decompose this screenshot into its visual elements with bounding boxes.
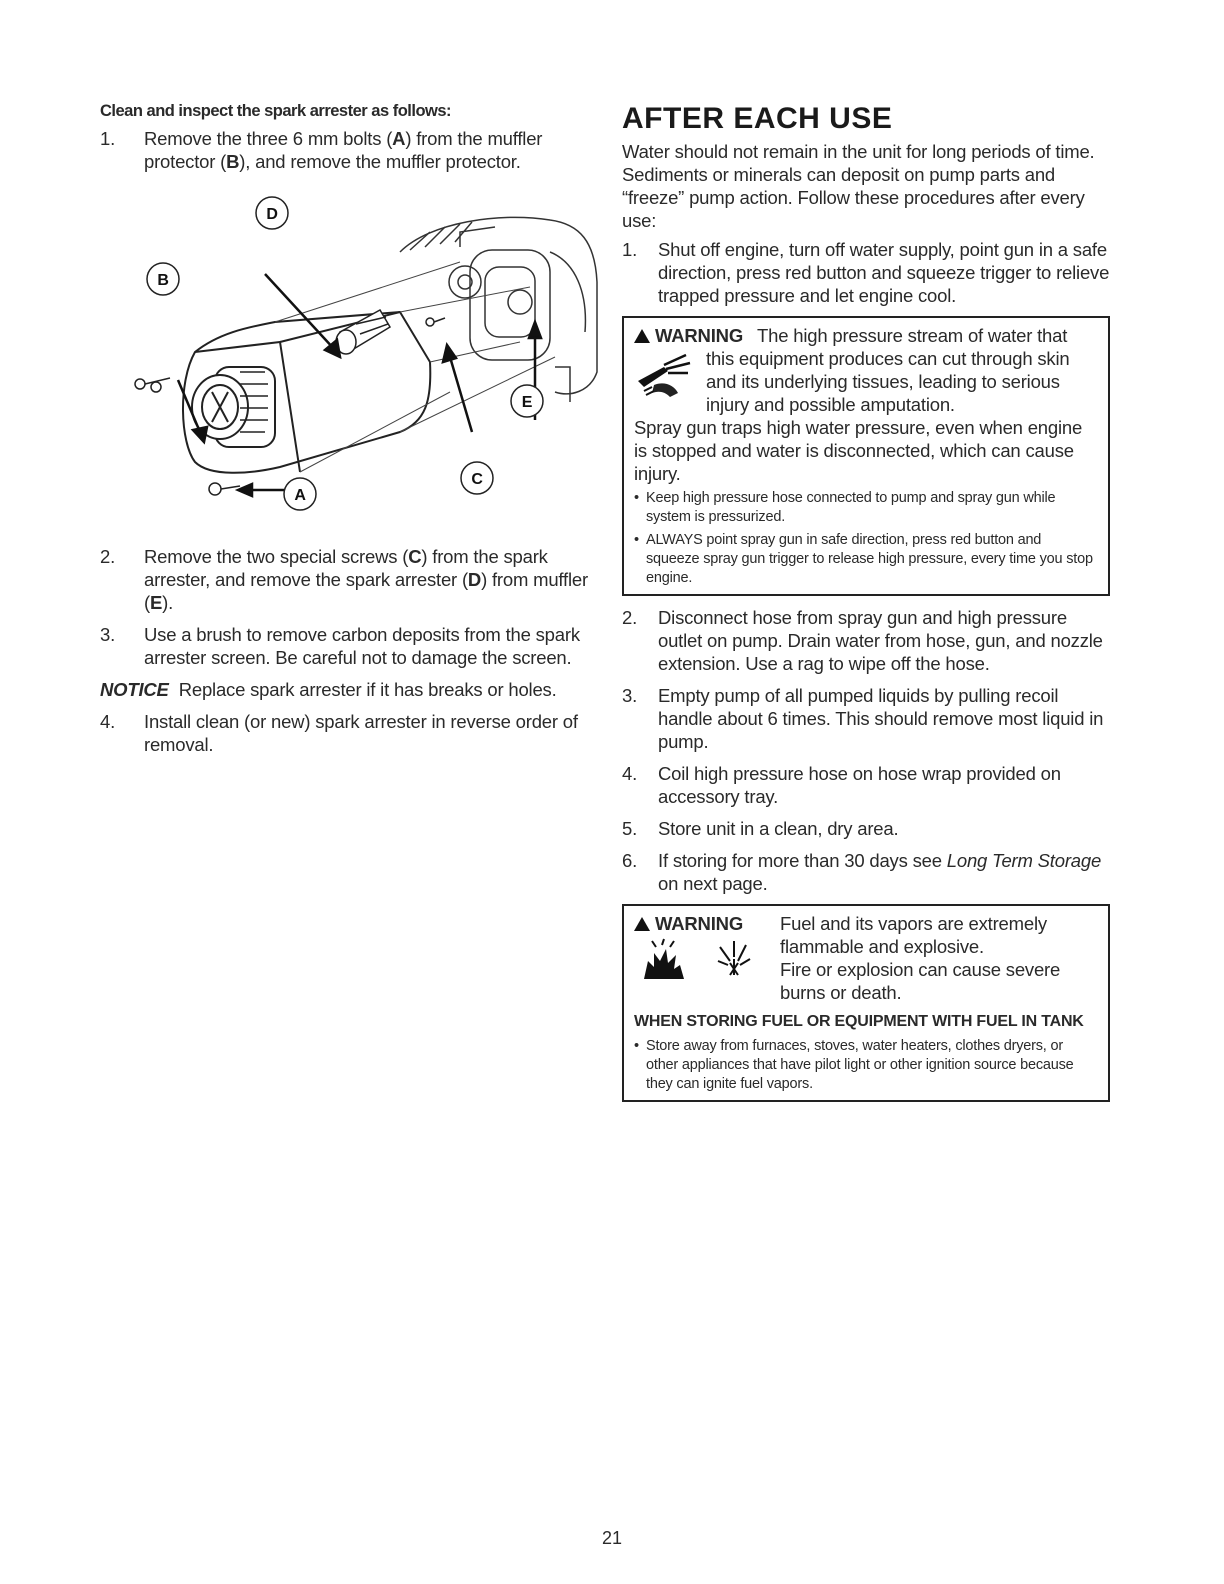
intro-paragraph: Water should not remain in the unit for long periods of time. Sediments or minerals can deposit on pump parts and “freeze” pump action. Follow these procedures after every use: (622, 141, 1095, 231)
high-pressure-injury-icon (634, 347, 696, 407)
fire-explosion-icon (634, 935, 780, 983)
fuel-warning-line2: Fire or explosion can cause severe burns or death. (780, 959, 1061, 1003)
step-text: Install clean (or new) spark arrester in reverse order of removal. (144, 711, 578, 755)
warning-triangle-icon (634, 329, 650, 343)
right-column (622, 100, 1110, 1112)
step-2-left (100, 545, 600, 614)
fuel-warning-line1: Fuel and its vapors are extremely flammable and explosive. (780, 913, 1047, 957)
step-text: Disconnect hose from spray gun and high pressure outlet on pump. Drain water from hose, gun, and nozzle extension. Use a rag to wipe off the hose. (658, 607, 1103, 674)
label-a: A (294, 487, 306, 504)
warning-body (634, 347, 1098, 416)
step-text: Coil high pressure hose on hose wrap provided on accessory tray. (658, 763, 1061, 807)
step-2-right (622, 606, 1110, 675)
section-title: AFTER EACH USE (622, 102, 893, 135)
step-6-right (622, 849, 1110, 895)
step-text: Store unit in a clean, dry area. (658, 818, 899, 839)
page-number: 21 (601, 1528, 623, 1548)
spark-arrester-subheading: Clean and inspect the spark arrester as follows: (100, 102, 452, 120)
label-d: D (266, 206, 278, 223)
step-text: Empty pump of all pumped liquids by pulling recoil handle about 6 times. This should remove most liquid in pump. (658, 685, 1104, 752)
warning-title: WARNING (634, 912, 766, 935)
step-1-left (100, 127, 600, 173)
step-number: 6. (622, 850, 638, 871)
long-term-storage-reference: Long Term Storage (946, 850, 1102, 871)
step-number: 4. (622, 763, 638, 784)
warning-title: WARNING (634, 324, 743, 347)
step-text: Shut off engine, turn off water supply, point gun in a safe direction, press red button and squeeze trigger to relieve trapped pressure and let engine cool. (658, 239, 1110, 306)
warning-box-fuel (622, 904, 1110, 1102)
step-number: 3. (100, 624, 116, 645)
step-number: 3. (622, 685, 638, 706)
step-4-left (100, 710, 600, 756)
fuel-warning-left (634, 912, 780, 1004)
warning-lead: The high pressure stream of water that (757, 325, 1068, 346)
step-text: Remove the three 6 mm bolts (A) from the muffler protector (B), and remove the muffler protector. (144, 128, 543, 172)
step-4-right (622, 762, 1110, 808)
step-number: 2. (622, 607, 638, 628)
warning-box-pressure (622, 316, 1110, 596)
notice (100, 678, 600, 701)
warning-header (634, 324, 1098, 347)
step-number: 2. (100, 546, 116, 567)
label-c: C (471, 471, 483, 488)
fuel-storage-subheading: WHEN STORING FUEL OR EQUIPMENT WITH FUEL IN TANK (634, 1013, 1084, 1030)
left-column (100, 100, 600, 765)
fuel-warning-text (780, 912, 1098, 1004)
step-number: 4. (100, 711, 116, 732)
muffler-diagram (100, 192, 600, 528)
warning-body-text: this equipment produces can cut through skin and its underlying tissues, leading to serious injury and possible amputation. (706, 348, 1070, 415)
step-text: Use a brush to remove carbon deposits from the spark arrester screen. Be careful not to damage the screen. (144, 624, 580, 668)
label-e: E (521, 394, 533, 411)
warning-bullet: • Keep high pressure hose connected to pump and spray gun while system is pressurized. (634, 490, 1056, 525)
step-text: Remove the two special screws (C) from the spark arrester, and remove the spark arrester (D) from muffler (E). (144, 546, 588, 613)
step-3-left (100, 623, 600, 669)
step-number: 1. (622, 239, 638, 260)
label-b: B (157, 272, 169, 289)
warning-para: Spray gun traps high water pressure, even when engine is stopped and water is disconnected, which can cause injury. (634, 417, 1083, 484)
step-number: 5. (622, 818, 638, 839)
notice-text: Replace spark arrester if it has breaks or holes. (178, 679, 557, 700)
step-text: If storing for more than 30 days see Long Term Storage on next page. (658, 850, 1102, 894)
step-1-right (622, 238, 1110, 307)
notice-label: NOTICE (100, 679, 169, 700)
step-5-right (622, 817, 1110, 840)
step-number: 1. (100, 128, 116, 149)
warning-bullet: • ALWAYS point spray gun in safe direction, press red button and squeeze spray gun trigger to release high pressure, every time you stop engine. (634, 532, 1093, 586)
warning-triangle-icon (634, 917, 650, 931)
step-3-right (622, 684, 1110, 753)
fuel-warning-bullet: • Store away from furnaces, stoves, water heaters, clothes dryers, or other appliances that have pilot light or other ignition source because they can ignite fuel vapors. (634, 1038, 1074, 1092)
